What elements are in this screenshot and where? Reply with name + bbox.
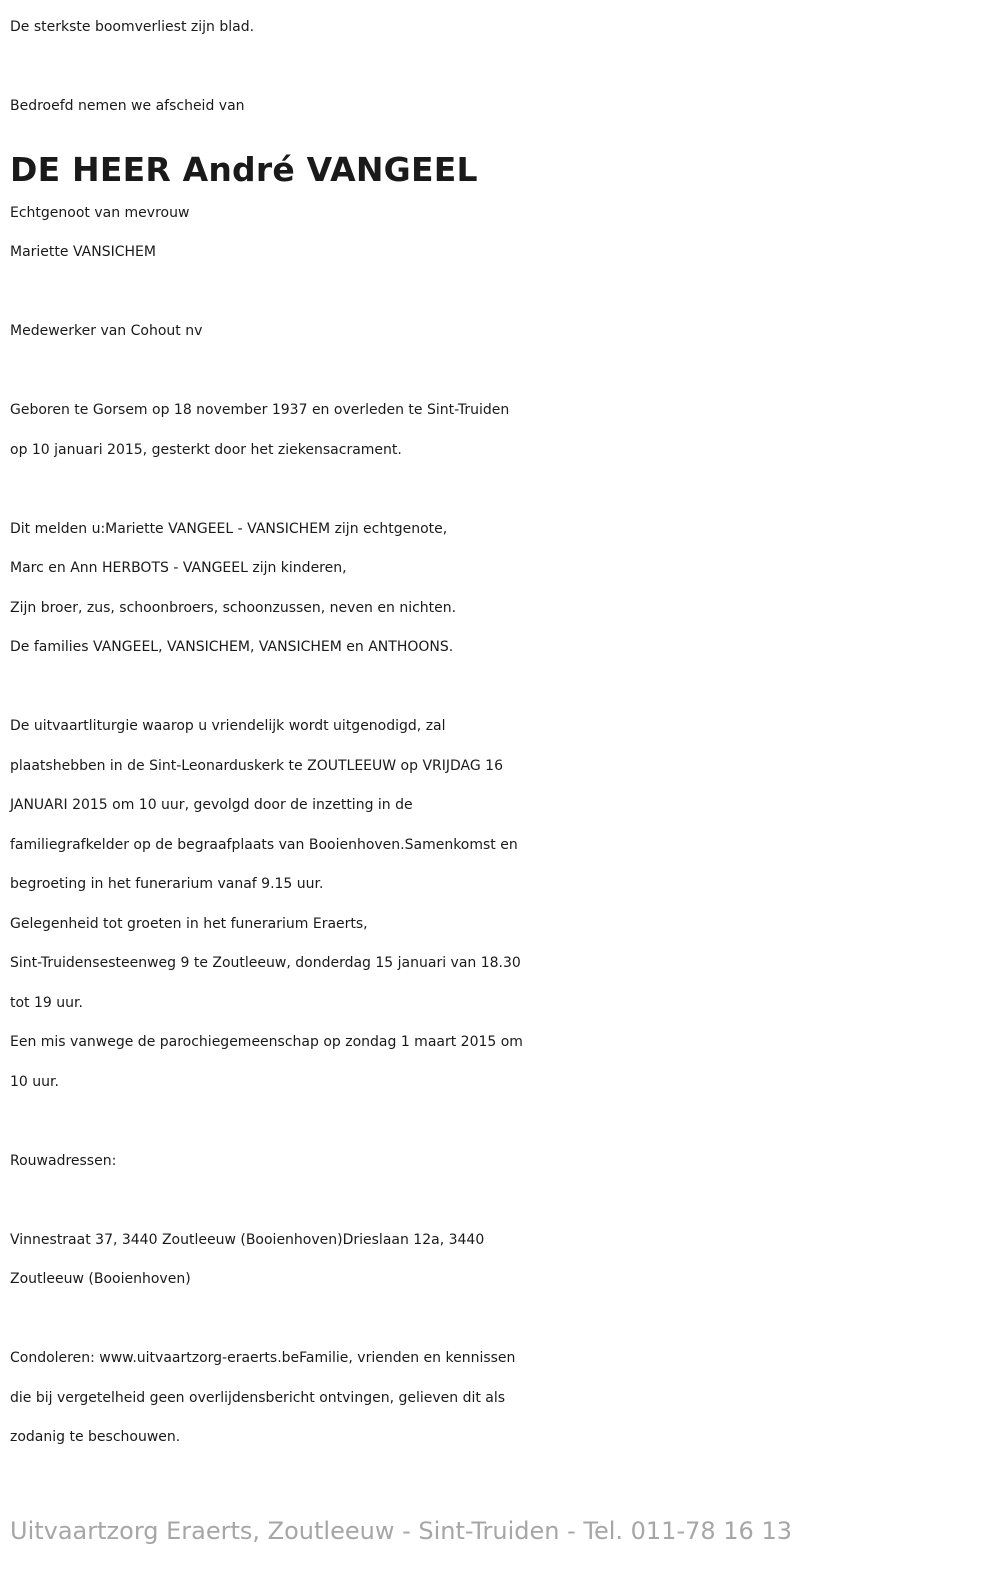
funeral-line-2: plaatshebben in de Sint-Leonarduskerk te ZOUTLEEUW op VRIJDAG 16	[10, 757, 503, 774]
spouse-line-2: Mariette VANSICHEM	[10, 244, 156, 260]
funeral-line-10: 10 uur.	[10, 1073, 59, 1090]
funeral-line-6: Gelegenheid tot groeten in het funerarium Eraerts,	[10, 915, 368, 932]
announcers-line-2: Marc en Ann HERBOTS - VANGEEL zijn kinderen,	[10, 560, 347, 576]
addresses-label: Rouwadressen:	[10, 1152, 117, 1169]
addresses-label-section	[10, 1142, 990, 1182]
announcers-section	[10, 510, 990, 668]
funeral-line-1: De uitvaartliturgie waarop u vriendelijk wordt uitgenodigd, zal	[10, 718, 446, 734]
intro-section	[10, 8, 990, 48]
funeral-line-9: Een mis vanwege de parochiegemeenschap op zondag 1 maart 2015 om	[10, 1034, 523, 1050]
spouse-line-1: Echtgenoot van mevrouw	[10, 204, 190, 221]
condolences-line-3: zodanig te beschouwen.	[10, 1429, 181, 1445]
funeral-line-3: JANUARI 2015 om 10 uur, gevolgd door de inzetting in de	[10, 797, 413, 813]
funeral-line-8: tot 19 uur.	[10, 994, 83, 1011]
addresses-line-2: Zoutleeuw (Booienhoven)	[10, 1271, 191, 1287]
announcers-line-1: Dit melden u:Mariette VANGEEL - VANSICHEM zijn echtgenote,	[10, 520, 448, 537]
farewell-section	[10, 87, 990, 127]
motto-text: De sterkste boomverliest zijn blad.	[10, 19, 255, 35]
funeral-home-footer: Uitvaartzorg Eraerts, Zoutleeuw - Sint-Truiden - Tel. 011-78 16 13	[10, 1517, 792, 1545]
condolences-section	[10, 1339, 990, 1458]
announcers-line-4: De families VANGEEL, VANSICHEM, VANSICHEM en ANTHOONS.	[10, 639, 454, 655]
employer-section	[10, 312, 990, 352]
birth-death-line-2: op 10 januari 2015, gesterkt door het ziekensacrament.	[10, 441, 402, 458]
deceased-section	[10, 146, 990, 273]
deceased-name: DE HEER André VANGEEL	[10, 149, 478, 189]
condolences-line-2: die bij vergetelheid geen overlijdensbericht ontvingen, gelieven dit als	[10, 1389, 506, 1406]
birth-death-line-1: Geboren te Gorsem op 18 november 1937 en overleden te Sint-Truiden	[10, 402, 510, 418]
addresses-line-1: Vinnestraat 37, 3440 Zoutleeuw (Booienhoven)Drieslaan 12a, 3440	[10, 1231, 485, 1248]
funeral-line-7: Sint-Truidensesteenweg 9 te Zoutleeuw, donderdag 15 januari van 18.30	[10, 955, 521, 971]
announcers-line-3: Zijn broer, zus, schoonbroers, schoonzussen, neven en nichten.	[10, 599, 457, 616]
farewell-text: Bedroefd nemen we afscheid van	[10, 98, 245, 114]
addresses-section	[10, 1221, 990, 1300]
funeral-line-5: begroeting in het funerarium vanaf 9.15 uur.	[10, 876, 324, 892]
condolences-line-1: Condoleren: www.uitvaartzorg-eraerts.beFamilie, vrienden en kennissen	[10, 1350, 516, 1366]
birth-death-section	[10, 391, 990, 470]
funeral-line-4: familiegrafkelder op de begraafplaats van Booienhoven.Samenkomst en	[10, 836, 518, 853]
employer-text: Medewerker van Cohout nv	[10, 323, 203, 339]
funeral-section	[10, 707, 990, 1102]
